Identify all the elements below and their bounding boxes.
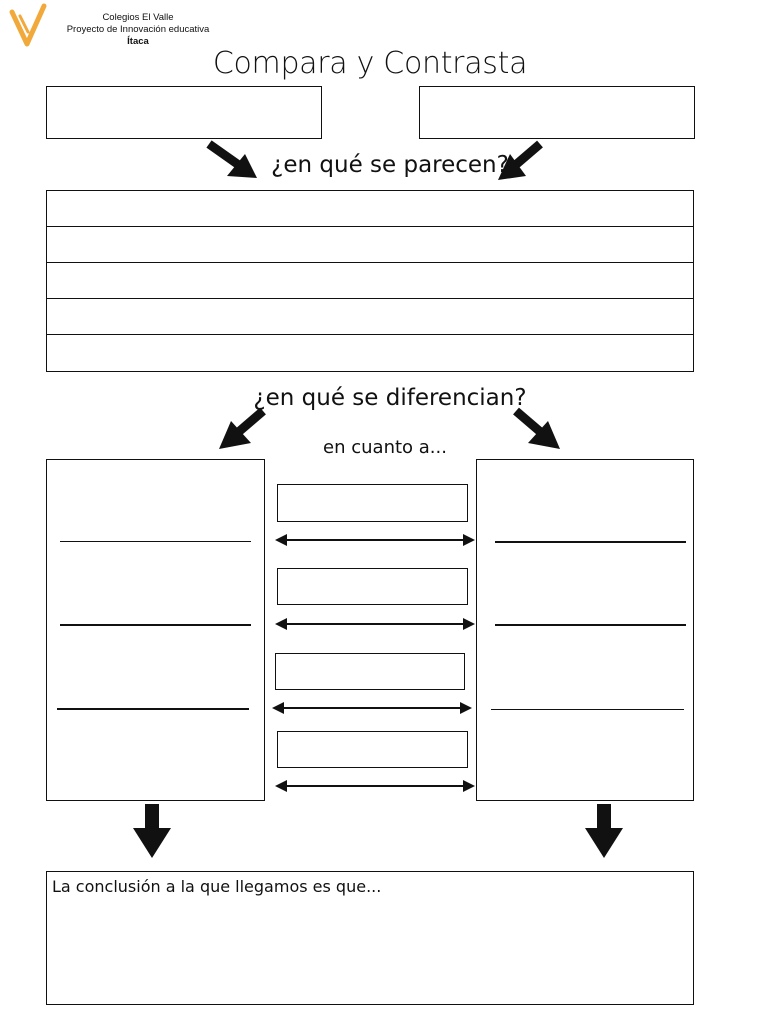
similarity-row[interactable] (47, 335, 693, 371)
differences-question: ¿en qué se diferencian? (253, 385, 527, 411)
arrow-icon (585, 804, 623, 858)
item-a-box[interactable] (46, 86, 322, 139)
answer-line (60, 541, 251, 542)
answer-line (60, 624, 251, 626)
double-arrow-icon (275, 617, 475, 631)
answer-line (495, 624, 686, 626)
item-a-differences-box[interactable] (46, 459, 265, 801)
criterion-box[interactable] (277, 731, 468, 768)
answer-line (495, 541, 686, 543)
answer-line (57, 708, 249, 710)
criteria-label: en cuanto a... (323, 437, 447, 458)
similarities-table (46, 190, 694, 372)
item-b-differences-box[interactable] (476, 459, 694, 801)
criterion-box[interactable] (277, 568, 468, 605)
double-arrow-icon (275, 533, 475, 547)
conclusion-prompt: La conclusión a la que llegamos es que... (52, 877, 382, 896)
similarities-question: ¿en qué se parecen? (271, 152, 509, 178)
arrow-icon (215, 405, 270, 453)
similarity-row[interactable] (47, 299, 693, 335)
criterion-box[interactable] (277, 484, 468, 522)
similarity-row[interactable] (47, 191, 693, 227)
conclusion-box[interactable] (46, 871, 694, 1005)
arrow-icon (510, 405, 565, 453)
item-b-box[interactable] (419, 86, 695, 139)
double-arrow-icon (275, 779, 475, 793)
page-title: Compara y Contrasta (212, 46, 528, 81)
arrow-icon (133, 804, 171, 858)
criterion-box[interactable] (275, 653, 465, 690)
answer-line (491, 709, 684, 710)
project-title: Ítaca (127, 36, 149, 47)
v-logo-icon (10, 4, 48, 46)
double-arrow-icon (272, 701, 472, 715)
school-name: Colegios El Valle (102, 12, 174, 23)
similarity-row[interactable] (47, 263, 693, 299)
similarity-row[interactable] (47, 227, 693, 263)
project-name: Proyecto de Innovación educativa (66, 24, 210, 35)
